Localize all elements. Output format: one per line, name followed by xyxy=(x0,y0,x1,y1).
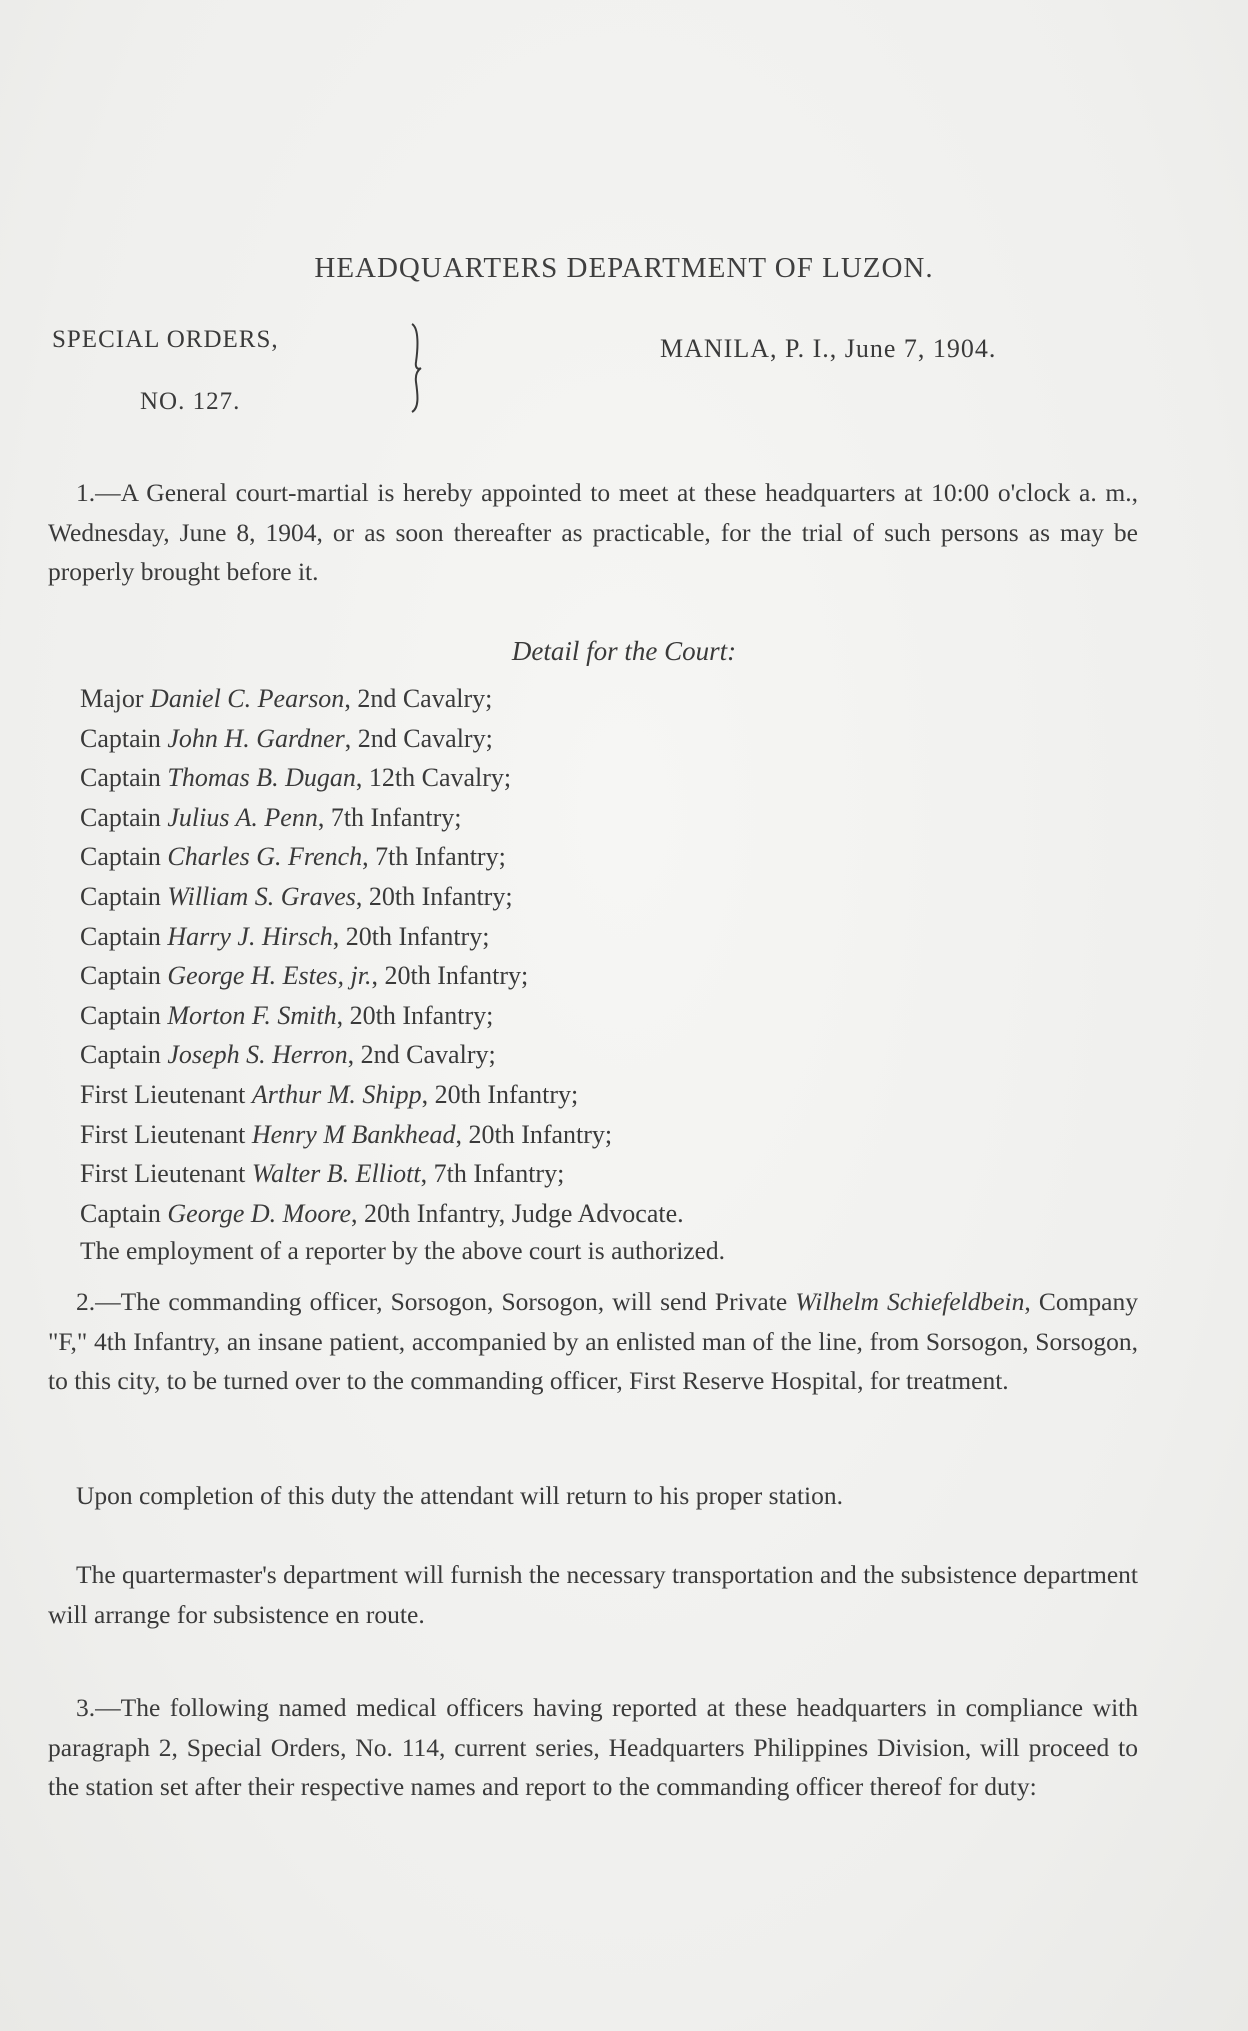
member-unit: , 2nd Cavalry; xyxy=(344,723,493,753)
member-unit: , 20th Infantry; xyxy=(336,1000,494,1030)
member-rank: Captain xyxy=(80,1040,161,1070)
paragraph-1: 1.—A General court-martial is hereby appointed to meet at these headquarters at 10:00 o'clock a. m., Wednesday, June 8, 1904, or as soon thereafter as practicable, for the trial of such persons as may be properly brought before it. xyxy=(48,478,1138,586)
court-member xyxy=(80,1035,1150,1075)
member-name: Morton F. Smith xyxy=(167,1000,337,1030)
member-name: Julius A. Penn xyxy=(167,802,318,832)
member-name: Joseph S. Herron xyxy=(167,1040,348,1070)
paragraph-2-text-after: , Company "F," 4th Infantry, an insane patient, accompanied by an enlisted man of the line, from Sorsogon, Sorsogon, to this city, to be turned over to the commanding officer, First Reserve Hospital, for treatment. xyxy=(48,1287,1138,1395)
court-member xyxy=(80,996,1150,1036)
member-rank: Captain xyxy=(80,961,161,991)
member-rank: Major xyxy=(80,684,144,713)
member-unit: , 20th Infantry; xyxy=(421,1079,579,1109)
member-rank: First Lieutenant xyxy=(80,1079,246,1109)
member-name: George D. Moore xyxy=(167,1198,352,1228)
court-member xyxy=(80,758,1150,798)
member-rank: Captain xyxy=(80,1000,161,1030)
court-member xyxy=(80,917,1150,957)
member-name: Arthur M. Shipp xyxy=(251,1079,422,1109)
detail-heading: Detail for the Court: xyxy=(511,636,737,666)
court-member xyxy=(80,798,1150,838)
paragraph-2 xyxy=(48,1282,1138,1401)
member-name: Daniel C. Pearson xyxy=(150,684,345,713)
paragraph-2-transport: The quartermaster's department will furnish the necessary transportation and the subsistence department will arrange for subsistence en route. xyxy=(48,1560,1138,1629)
court-member-list xyxy=(80,679,1150,1233)
paragraph-2-text-before: 2.—The commanding officer, Sorsogon, Sorsogon, will send Private xyxy=(76,1287,796,1316)
paragraph-2-attendant: Upon completion of this duty the attendant will return to his proper station. xyxy=(76,1481,843,1510)
reporter-authorization: The employment of a reporter by the above court is authorized. xyxy=(80,1236,726,1265)
brace-mark xyxy=(410,322,424,414)
member-unit: , 12th Cavalry; xyxy=(355,763,512,793)
member-rank: Captain xyxy=(80,842,161,872)
member-unit: , 7th Infantry; xyxy=(362,842,506,872)
court-member xyxy=(80,1194,1150,1234)
member-name: Walter B. Elliott xyxy=(251,1159,421,1189)
court-member xyxy=(80,719,1150,759)
court-member xyxy=(80,1154,1150,1194)
paragraph-3: 3.—The following named medical officers having reported at these headquarters in compliance with paragraph 2, Special Orders, No. 114, current series, Headquarters Philippines Division, will proceed to the station set after their respective names and report to the commanding officer thereof for duty: xyxy=(48,1693,1138,1801)
place-and-date: MANILA, P. I., June 7, 1904. xyxy=(660,334,997,363)
member-rank: First Lieutenant xyxy=(80,1119,246,1149)
member-rank: Captain xyxy=(80,1198,161,1228)
court-member xyxy=(80,877,1150,917)
court-member xyxy=(80,837,1150,877)
member-rank: Captain xyxy=(80,723,161,753)
member-rank: First Lieutenant xyxy=(80,1159,246,1189)
member-rank: Captain xyxy=(80,763,161,793)
member-unit: , 20th Infantry; xyxy=(355,881,513,911)
member-rank: Captain xyxy=(80,881,161,911)
member-rank: Captain xyxy=(80,802,161,832)
member-name: George H. Estes, jr. xyxy=(167,961,372,991)
court-member xyxy=(80,956,1150,996)
member-unit: , 20th Infantry; xyxy=(455,1119,613,1149)
court-member xyxy=(80,1075,1150,1115)
member-unit: , 2nd Cavalry; xyxy=(347,1040,496,1070)
orders-label: SPECIAL ORDERS, xyxy=(52,326,279,353)
member-name: Henry M Bankhead xyxy=(251,1119,456,1149)
member-name: Harry J. Hirsch xyxy=(167,921,333,951)
court-member xyxy=(80,1115,1150,1155)
member-name: Charles G. French xyxy=(167,842,363,872)
member-unit: , 20th Infantry, Judge Advocate. xyxy=(351,1198,684,1228)
orders-number: NO. 127. xyxy=(140,388,241,415)
member-name: Thomas B. Dugan xyxy=(167,763,356,793)
court-member xyxy=(80,679,1150,719)
member-rank: Captain xyxy=(80,921,161,951)
member-unit: , 7th Infantry; xyxy=(317,802,462,832)
member-unit: , 20th Infantry; xyxy=(371,961,529,991)
member-name: John H. Gardner xyxy=(167,723,345,753)
document-heading: HEADQUARTERS DEPARTMENT OF LUZON. xyxy=(314,252,934,284)
private-name: Wilhelm Schiefeldbein xyxy=(795,1287,1025,1316)
member-name: William S. Graves xyxy=(167,881,356,911)
member-unit: , 20th Infantry; xyxy=(332,921,490,951)
member-unit: , 7th Infantry; xyxy=(420,1159,565,1189)
member-unit: , 2nd Cavalry; xyxy=(344,684,493,713)
